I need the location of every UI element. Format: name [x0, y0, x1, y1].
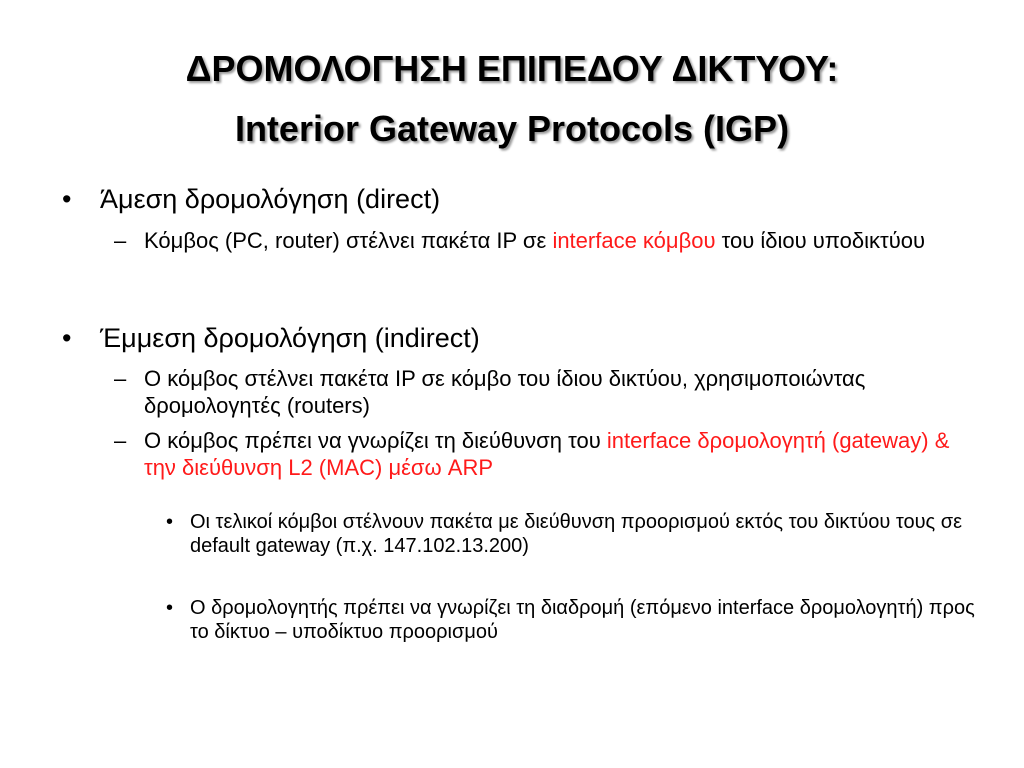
- dash-mark: –: [114, 428, 127, 453]
- bullet-mark: •: [62, 323, 72, 353]
- bullet-indirect-sub1: [114, 365, 964, 419]
- indirect-sub2-text: Ο κόμβος πρέπει να γνωρίζει τη διεύθυνση του: [144, 428, 607, 453]
- direct-sub1-highlight: interface κόμβου: [552, 228, 716, 253]
- indirect-sub1-text: Ο κόμβος στέλνει πακέτα IP σε κόμβο του ίδιου δικτύου, χρησιμοποιώντας δρομολογητές (routers): [144, 366, 866, 418]
- bullet-indirect-point2: [166, 596, 980, 644]
- bullet-indirect-routing: [62, 322, 980, 354]
- bullet-mark: •: [166, 511, 174, 533]
- bullet-mark: •: [166, 597, 174, 619]
- indirect-routing-heading: Έμμεση δρομολόγηση (indirect): [100, 323, 480, 353]
- direct-routing-heading: Άμεση δρομολόγηση (direct): [100, 184, 441, 214]
- bullet-indirect-sub2: [114, 427, 964, 481]
- bullet-mark: •: [62, 184, 72, 214]
- direct-sub1-text-end: του ίδιου υποδικτύου: [715, 228, 926, 253]
- slide-title-line1: ΔΡΟΜΟΛΟΓΗΣΗ ΕΠΙΠΕΔΟΥ ΔΙΚΤΥΟΥ:: [185, 48, 839, 89]
- bullet-direct-routing: [62, 183, 980, 215]
- indirect-point1-text: Οι τελικοί κόμβοι στέλνουν πακέτα με διεύθυνση προορισμού εκτός του δικτύου τους σε default gateway (π.χ. 147.102.13.200): [190, 511, 963, 557]
- indirect-point2-text: Ο δρομολογητής πρέπει να γνωρίζει τη διαδρομή (επόμενο interface δρομολογητή) προς το δίκτυο – υποδίκτυο προορισμού: [190, 597, 975, 643]
- bullet-indirect-point1: [166, 510, 980, 558]
- direct-sub1-text: Κόμβος (PC, router) στέλνει πακέτα IP σε: [144, 228, 553, 253]
- dash-mark: –: [114, 228, 127, 253]
- slide-title-line2: Interior Gateway Protocols (IGP): [234, 108, 790, 149]
- dash-mark: –: [114, 366, 127, 391]
- bullet-direct-sub1: [114, 227, 964, 254]
- indirect-sub2-highlight: interface δρομολογητή (gateway) & την διεύθυνση L2 (MAC) μέσω ARP: [144, 428, 950, 480]
